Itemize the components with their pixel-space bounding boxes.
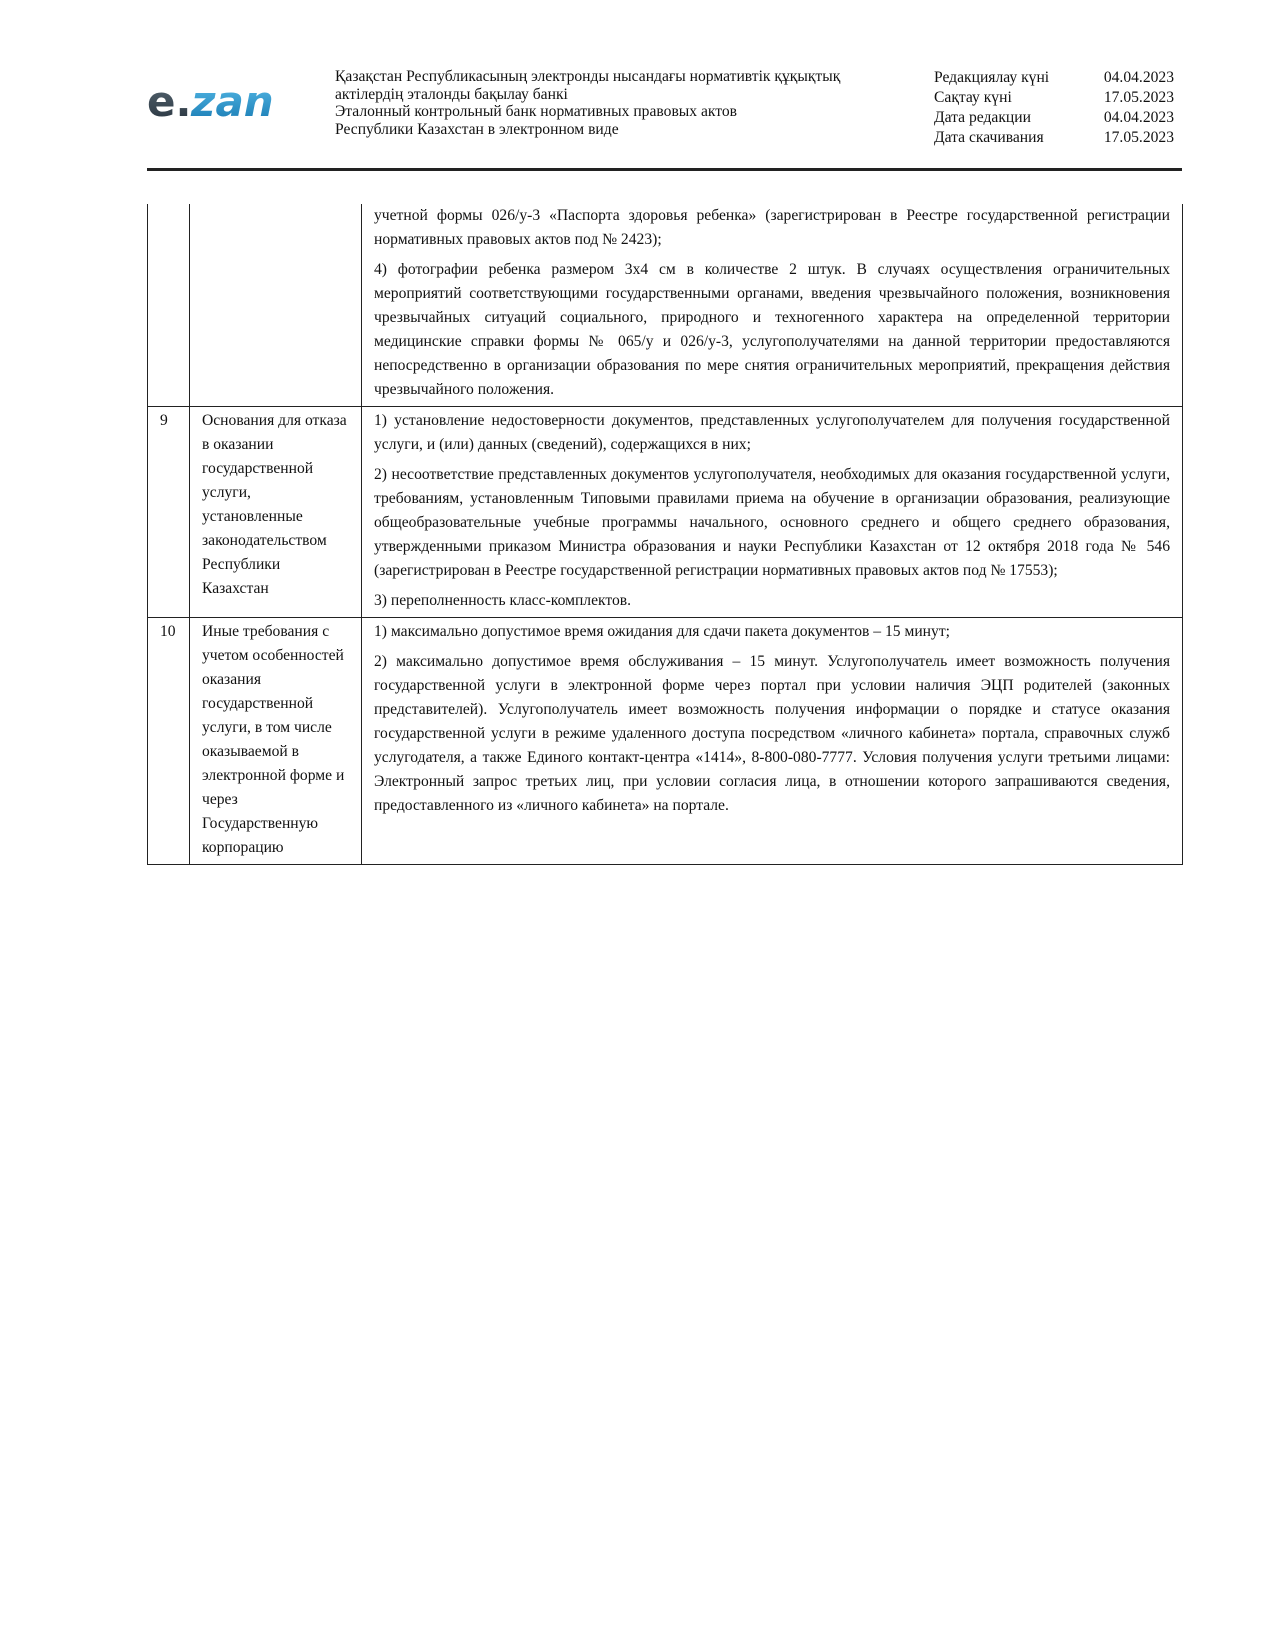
header-title-line: Республики Казахстан в электронном виде (335, 120, 619, 138)
row-paragraph: 1) установление недостоверности документов, представленных услугополучателем для получения государственной услуги, и (или) данных (сведений), содержащихся в них; (374, 412, 1170, 453)
header-title (335, 68, 895, 138)
service-standard-table (147, 204, 1183, 865)
row-paragraph: 2) максимально допустимое время обслуживания – 15 минут. Услугополучатель имеет возможность получения государственной услуги в электронной форме через портал при условии наличия ЭЦП родителей (законных представителей). Услугополучатель имеет возможность получения информации о порядке и статусе оказания государственной услуги в режиме удаленного доступа посредством «личного кабинета» портала, справочных служб услугодателя, а также Единого контакт-центра «1414», 8-800-080-7777. Условия получения услуги третьими лицами: Электронный запрос третьих лиц, при условии согласия лица, в отношении которого запрашиваются сведения, предоставленного из «личного кабинета» на портале. (374, 653, 1170, 814)
meta-row (934, 68, 1174, 88)
row-paragraph: 1) максимально допустимое время ожидания для сдачи пакета документов – 15 минут; (374, 623, 950, 640)
header-title-line: Қазақстан Республикасының электронды нысандағы нормативтік құқықтық (335, 68, 841, 85)
row-number: 9 (148, 407, 190, 618)
meta-label: Дата редакции (934, 109, 1031, 126)
row-number: 10 (148, 618, 190, 865)
svg-text:zan: zan (191, 78, 274, 126)
row-paragraph: 2) несоответствие представленных документов услугополучателя, необходимых для оказания государственной услуги, требованиям, установленным Типовыми правилами приема на обучение в организации образования, реализующие общеобразовательные учебные программы начального, основного среднего и общего среднего образования, утвержденными приказом Министра образования и науки Республики Казахстан от 12 октября 2018 года № 546 (зарегистрирован в Реестре государственной регистрации нормативных правовых актов под № 17553); (374, 466, 1170, 579)
row-label: Основания для отказа в оказании государственной услуги, установленные законодательством Республики Казахстан (190, 407, 362, 618)
row-label (190, 204, 362, 407)
meta-row (934, 108, 1174, 128)
meta-row (934, 88, 1174, 108)
meta-label: Редакциялау күні (934, 69, 1050, 86)
svg-text:e.: e. (147, 78, 192, 126)
row-number (148, 204, 190, 407)
meta-value: 04.04.2023 (1103, 69, 1174, 86)
row-paragraph: 3) переполненность класс-комплектов. (374, 592, 632, 609)
row-label: Иные требования с учетом особенностей оказания государственной услуги, в том числе оказываемой в электронной форме и через Государственную корпорацию (190, 618, 362, 865)
meta-value: 17.05.2023 (1103, 129, 1174, 146)
table-row (148, 407, 1183, 618)
table-row (148, 204, 1183, 407)
meta-label: Дата скачивания (934, 129, 1044, 146)
row-paragraph: учетной формы 026/у-3 «Паспорта здоровья ребенка» (зарегистрирован в Реестре государственной регистрации нормативных правовых актов под № 2423); (374, 207, 1170, 248)
header-divider (147, 168, 1182, 171)
table-row (148, 618, 1183, 865)
header-meta (934, 68, 1174, 148)
row-content (362, 618, 1183, 865)
meta-label: Сақтау күні (934, 89, 1012, 106)
row-content (362, 204, 1183, 407)
row-paragraph: 4) фотографии ребенка размером 3х4 см в количестве 2 штук. В случаях осуществления ограничительных мероприятий соответствующими государственными органами, введения чрезвычайного положения, возникновения чрезвычайных ситуаций социального, природного и техногенного характера на определенной территории медицинские справки формы № 065/у и 026/у-3, услугополучателями на данной территории предоставляются непосредственно в организации образования по мере снятия ограничительных мероприятий, прекращения действия чрезвычайного положения. (374, 261, 1170, 398)
header-title-line: Эталонный контрольный банк нормативных правовых актов (335, 103, 738, 120)
meta-row (934, 128, 1174, 148)
row-content (362, 407, 1183, 618)
header-title-line: актілердің эталонды бақылау банкі (335, 85, 568, 103)
ezan-logo (147, 78, 287, 126)
meta-value: 04.04.2023 (1103, 109, 1174, 126)
meta-value: 17.05.2023 (1103, 89, 1174, 106)
